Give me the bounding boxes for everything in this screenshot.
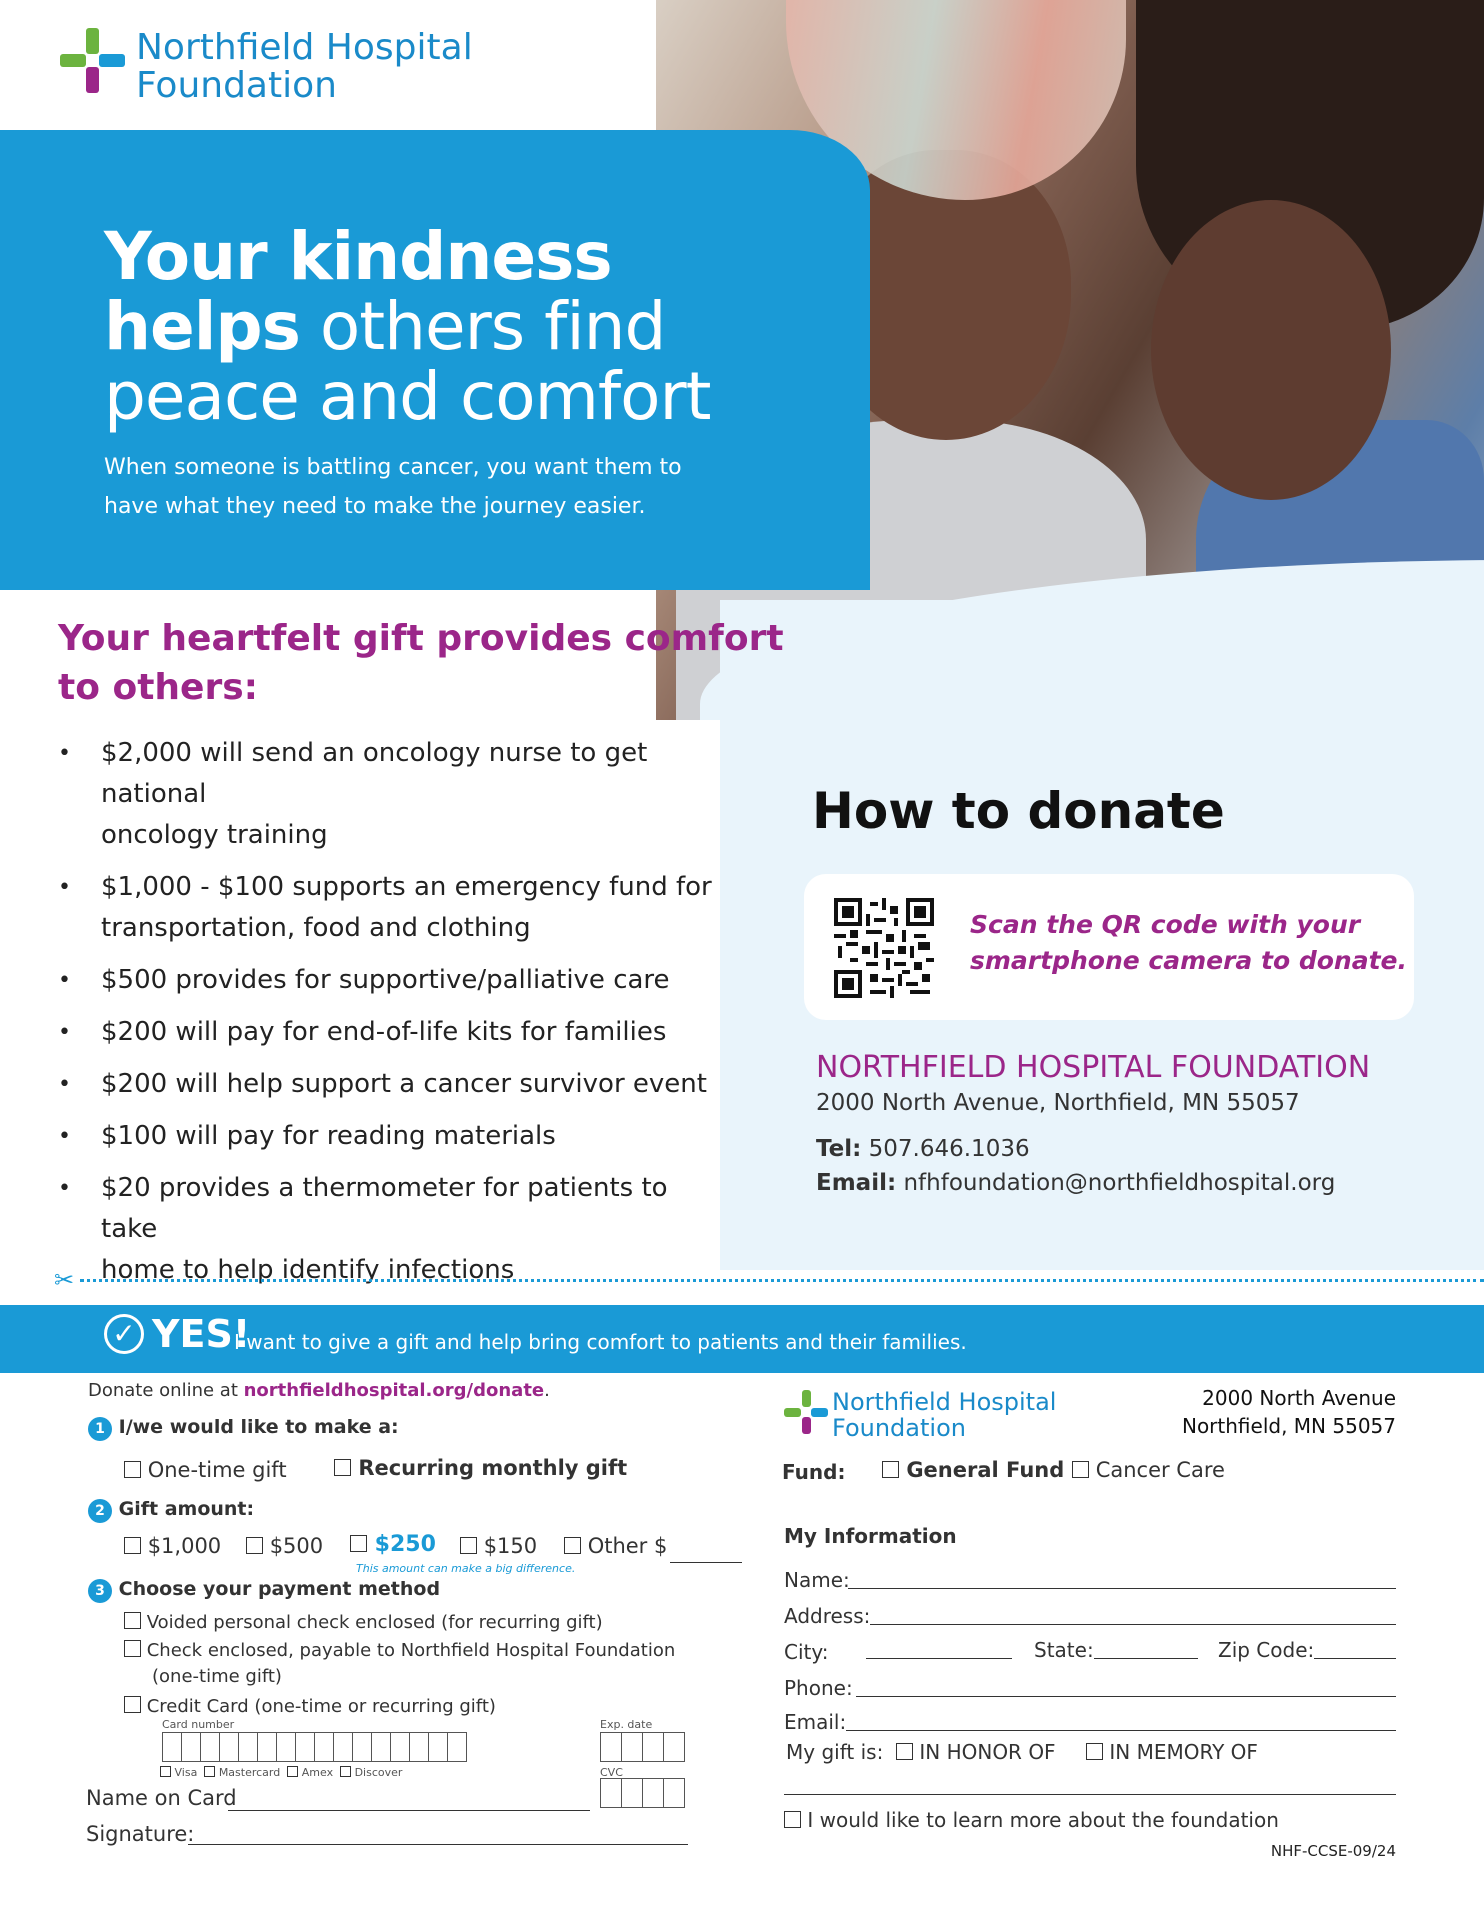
logo-name-line1: Northfield Hospital — [136, 27, 473, 68]
org-email[interactable]: Email: nfhfoundation@northfieldhospital.org — [816, 1170, 1336, 1196]
scissors-icon: ✂ — [54, 1266, 75, 1294]
checkbox[interactable] — [124, 1461, 141, 1478]
cvc-label: CVC — [600, 1766, 623, 1779]
headline-line3: peace and comfort — [104, 358, 711, 435]
section-3-title: 3 Choose your payment method — [88, 1578, 440, 1603]
cut-line — [80, 1279, 1484, 1282]
exp-label: Exp. date — [600, 1718, 653, 1731]
gifts-title-line2: to others: — [58, 667, 259, 708]
signature-line[interactable] — [188, 1844, 688, 1845]
right-address-1: 2000 North Avenue — [1202, 1386, 1396, 1410]
check-circle-icon: ✓ — [104, 1314, 144, 1354]
learn-more-option[interactable]: I would like to learn more about the foundation — [784, 1808, 1279, 1832]
right-address-2: Northfield, MN 55057 — [1181, 1414, 1396, 1438]
cvc-field[interactable] — [600, 1778, 684, 1808]
pay-credit-card[interactable]: Credit Card (one-time or recurring gift) — [124, 1696, 496, 1717]
checkbox[interactable] — [1086, 1743, 1103, 1760]
donate-link[interactable]: northfieldhospital.org/donate — [243, 1380, 545, 1401]
amount-150[interactable]: $150 — [460, 1534, 537, 1558]
list-item: • $2,000 will send an oncology nurse to get national oncology training — [58, 733, 718, 856]
other-amount-line[interactable] — [670, 1562, 742, 1563]
checkbox[interactable] — [460, 1537, 477, 1554]
small-logo-line1: Northfield Hospital — [832, 1388, 1057, 1416]
list-item: • $500 provides for supportive/palliative care — [58, 960, 718, 1001]
checkbox[interactable] — [124, 1612, 141, 1629]
list-item: • $200 will pay for end-of-life kits for families — [58, 1012, 718, 1053]
name-on-card-line[interactable] — [228, 1810, 590, 1811]
signature-label: Signature: — [86, 1822, 195, 1846]
checkbox[interactable] — [882, 1461, 899, 1478]
lead-line2: have what they need to make the journey easier. — [104, 494, 646, 519]
checkbox[interactable] — [246, 1537, 263, 1554]
list-item: • $100 will pay for reading materials — [58, 1116, 718, 1157]
name-on-card-label: Name on Card — [86, 1786, 237, 1810]
honoree-line[interactable] — [784, 1794, 1396, 1795]
amount-note: This amount can make a big difference. — [356, 1562, 576, 1575]
state-label: State: — [1034, 1638, 1094, 1662]
email-label: Email: — [784, 1710, 847, 1734]
qr-text-line1: Scan the QR code with your — [970, 910, 1361, 939]
gifts-list — [58, 733, 718, 1302]
checkbox[interactable] — [124, 1696, 141, 1713]
yes-label: YES! — [152, 1312, 251, 1356]
checkbox[interactable] — [896, 1743, 913, 1760]
option-one-time[interactable]: One-time gift — [124, 1458, 287, 1482]
email-line[interactable] — [846, 1730, 1396, 1731]
fund-cancer-care[interactable]: Cancer Care — [1072, 1458, 1225, 1482]
org-caps: NORTHFIELD HOSPITAL FOUNDATION — [816, 1050, 1371, 1085]
amount-500[interactable]: $500 — [246, 1534, 323, 1558]
list-item: • $200 will help support a cancer survivor event — [58, 1064, 718, 1105]
small-logo-line2: Foundation — [832, 1414, 966, 1442]
option-recurring[interactable]: Recurring monthly gift — [334, 1456, 627, 1480]
pay-voided-check[interactable]: Voided personal check enclosed (for recurring gift) — [124, 1612, 603, 1633]
checkbox[interactable] — [334, 1459, 351, 1476]
name-label: Name: — [784, 1568, 850, 1592]
pay-check-line2: (one-time gift) — [152, 1666, 282, 1687]
list-item: • $20 provides a thermometer for patients to take home to help identify infections — [58, 1168, 718, 1291]
headline-line1: Your kindness — [104, 218, 612, 295]
section-2-title: 2 Gift amount: — [88, 1498, 254, 1523]
exp-field[interactable] — [600, 1732, 684, 1762]
checkbox[interactable] — [350, 1535, 367, 1552]
fund-general[interactable]: General Fund — [882, 1458, 1064, 1482]
small-logo — [784, 1390, 828, 1438]
logo — [58, 26, 128, 100]
logo-cross-icon — [784, 1390, 828, 1434]
state-line[interactable] — [1094, 1658, 1198, 1659]
checkbox[interactable] — [564, 1537, 581, 1554]
pay-check[interactable]: Check enclosed, payable to Northfield Hospital Foundation — [124, 1640, 675, 1661]
card-number-field[interactable] — [162, 1732, 466, 1762]
checkbox[interactable] — [124, 1640, 141, 1657]
phone-line[interactable] — [856, 1696, 1396, 1697]
headline-line2: helps others find — [104, 288, 666, 365]
amount-other[interactable]: Other $ — [564, 1534, 667, 1558]
org-address: 2000 North Avenue, Northfield, MN 55057 — [816, 1090, 1300, 1116]
org-tel: Tel: 507.646.1036 — [816, 1136, 1030, 1162]
memory-option[interactable]: IN MEMORY OF — [1086, 1740, 1258, 1764]
honor-option[interactable]: IN HONOR OF — [896, 1740, 1056, 1764]
phone-label: Phone: — [784, 1676, 853, 1700]
zip-label: Zip Code: — [1218, 1638, 1315, 1662]
amount-250[interactable]: $250 — [350, 1532, 436, 1557]
zip-line[interactable] — [1314, 1658, 1396, 1659]
qr-text-line2: smartphone camera to donate. — [970, 946, 1407, 975]
lead-line1: When someone is battling cancer, you want them to — [104, 455, 682, 480]
checkbox[interactable] — [1072, 1461, 1089, 1478]
donate-title: How to donate — [812, 782, 1225, 840]
list-item: • $1,000 - $100 supports an emergency fund for transportation, food and clothing — [58, 867, 718, 949]
card-types: Visa Mastercard Amex Discover — [160, 1766, 402, 1779]
qr-code-icon[interactable] — [834, 898, 934, 998]
address-label: Address: — [784, 1604, 871, 1628]
amount-1000[interactable]: $1,000 — [124, 1534, 221, 1558]
card-number-label: Card number — [162, 1718, 235, 1731]
gift-is-label: My gift is: — [786, 1740, 884, 1764]
donate-online: Donate online at northfieldhospital.org/donate. — [88, 1380, 550, 1401]
gifts-title-line1: Your heartfelt gift provides comfort — [58, 618, 784, 659]
fund-label: Fund: — [782, 1460, 846, 1484]
logo-cross-icon — [58, 26, 128, 96]
checkbox[interactable] — [784, 1811, 801, 1828]
section-1-title: 1 I/we would like to make a: — [88, 1416, 399, 1441]
city-line[interactable] — [866, 1658, 1012, 1659]
yes-text: I want to give a gift and help bring comfort to patients and their families. — [234, 1330, 967, 1354]
city-label: City: — [784, 1640, 829, 1664]
name-line[interactable] — [848, 1588, 1396, 1589]
address-line[interactable] — [870, 1624, 1396, 1625]
logo-name-line2: Foundation — [136, 65, 337, 106]
form-code: NHF-CCSE-09/24 — [1270, 1842, 1396, 1860]
checkbox[interactable] — [124, 1537, 141, 1554]
my-information-title: My Information — [784, 1524, 957, 1548]
